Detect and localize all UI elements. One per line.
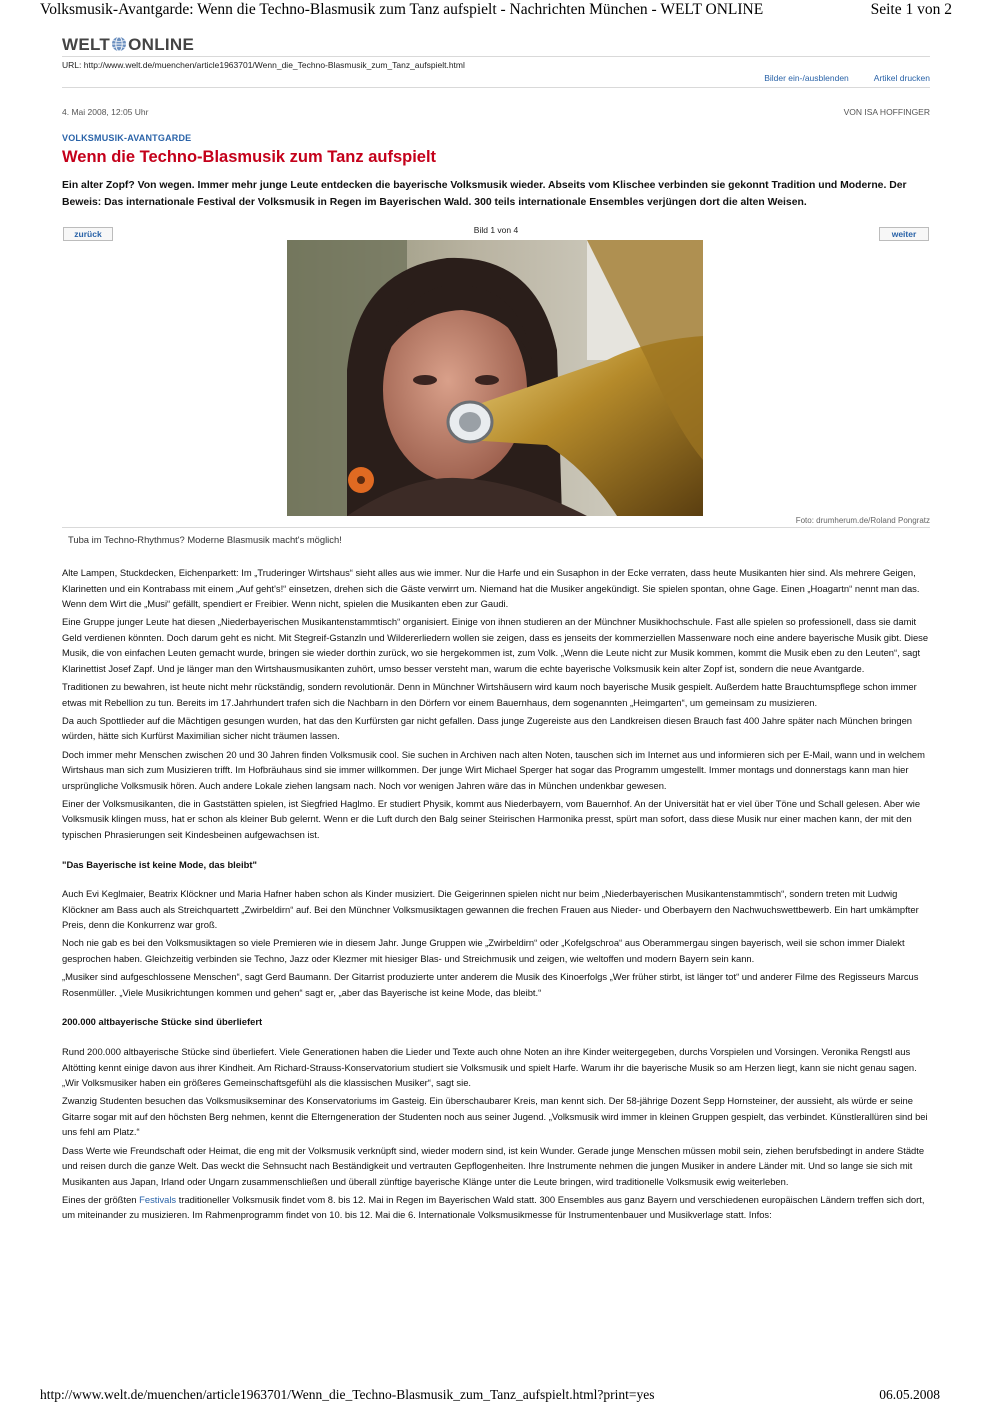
subheading: "Das Bayerische ist keine Mode, das bleibt" [62,858,257,870]
author-byline: VON ISA HOFFINGER [843,107,930,117]
subheading: 200.000 altbayerische Stücke sind überliefert [62,1016,263,1028]
print-footer-url: http://www.welt.de/muenchen/article1963701/Wenn_die_Techno-Blasmusik_zum_Tanz_aufspielt.html?print=yes [40,1387,655,1402]
paragraph: Einer der Volksmusikanten, die in Gaststätten spielen, ist Siegfried Haglmo. Er studiert Physik, kommt aus Niederbayern, vom Bauernhof. An der Universität hat er viel über Töne und Schall gelesen. Aber wie Volksmusik klingen muss, hat er schon als kleiner Bub gelernt. Wenn er die Luft durch den Balg seiner Steirischen Harmonika presst, spürt man sofort, dass diese Musik nur einer machen kann, der mit den typischen Phrasierungen seit Kindesbeinen aufgewachsen ist. [62,797,921,840]
article-meta [62,107,930,118]
url-label: URL: [62,60,82,70]
site-logo[interactable] [62,36,194,56]
paragraph: Zwanzig Studenten besuchen das Volksmusikseminar des Konservatoriums im Gasteig. Ein überschaubarer Kreis, man kennt sich. Der 58-jährige Dozent Sepp Hornsteiner, der aussieht, als würde er seine Gitarre sogar mit auf den höchsten Berg nehmen, kennt die Elterngeneration der Studenten noch aus seiner Jugend. „Volksmusik wird immer in kleinen Gruppen gespielt, das verbindet. Künstlerallüren sind bei uns fehl am Platz.“ [62,1095,928,1138]
article-teaser: Ein alter Zopf? Von wegen. Immer mehr junge Leute entdecken die bayerische Volksmusik wieder. Abseits vom Klischee verbinden sie gekonnt Tradition und Moderne. Der Beweis: Das internationale Festival der Volksmusik in Regen im Bayerischen Wald. 300 teils internationale Ensembles verjüngen dort die alten Weisen. [62,180,907,208]
article-tools [62,72,930,88]
article-page [62,36,930,1225]
paragraph-text: Eines der größten [62,1193,140,1205]
paragraph: Rund 200.000 altbayerische Stücke sind überliefert. Viele Generationen haben die Lieder und Texte auch ohne Noten an ihre Kinder weitergegeben, durchs Vorspielen und Vorsingen. Veronika Rengstl aus Altötting kennt einige davon aus ihrer Kindheit. Am Richard-Strauss-Konservatorium studiert sie Volksmusik und spielt Harfe. Warum ihr die bayerische Musik so am Herzen liegt, kann sie nicht genau sagen. „Wir Volksmusiker haben ein größeres Gemeinschaftsgefühl als die klassischen Musiker“, sagt sie. [62,1045,917,1089]
paragraph-festival [62,1192,930,1223]
globe-icon [111,36,127,56]
print-header-page-number: Seite 1 von 2 [870,1,952,18]
paragraph: „Musiker sind aufgeschlossene Menschen“, sagt Gerd Baumann. Der Gitarrist produzierte unter anderem die Musik des Kinoerfolgs „Wer früher stirbt, ist länger tot“ und anderer Filme des Regisseurs Marcus Rosenmüller. „Viele Musikrichtungen kommen und gehen“ sagt er, „aber das Bayerische ist keine Mode, das bleibt.“ [62,971,919,998]
gallery-counter: Bild 1 von 4 [473,225,519,235]
print-header-title: Volksmusik-Avantgarde: Wenn die Techno-Blasmusik zum Tanz aufspielt - Nachrichten München - WELT ONLINE [40,1,764,18]
toggle-images-link[interactable]: Bilder ein-/ausblenden [764,73,849,83]
paragraph: Doch immer mehr Menschen zwischen 20 und 30 Jahren finden Volksmusik cool. Sie suchen in Archiven nach alten Noten, tauschen sich im Internet aus und informieren sich per E-Mail, wann und in welchem Wirtshaus man sich zum Musizieren trifft. Im Hofbräuhaus sind sie immer willkommen. Der junge Wirt Michael Sperger hat sogar das Programm umgestellt. Immer montags und donnerstags kann man hier ursprüngliche Volksmusik hören. Auch andere Lokale ziehen langsam nach. Noch vor wenigen Jahren wäre das in München undenkbar gewesen. [62,748,925,791]
photo-tuba-player [287,240,703,516]
print-header [0,1,992,21]
url-value: http://www.welt.de/muenchen/article1963701/Wenn_die_Techno-Blasmusik_zum_Tanz_aufspielt.html [83,60,465,70]
gallery-photo [287,240,703,516]
logo-text-online: ONLINE [128,35,195,54]
paragraph: Eine Gruppe junger Leute hat diesen „Niederbayerischen Musikantenstammtisch“ organisiert. Einige von ihnen studieren an der Münchner Musikhochschule. Fast alle spielen so professionell, dass sie damit Geld verdienen könnten. Doch darum geht es nicht. Mit Stegreif-Gstanzln und Wildererliedern wollen sie zeigen, dass es jenseits der kommerziellen Massenware noch eine andere bayerische Musik gibt. Diese Musik, die von einfachen Leuten gemacht wurde, bringen sie wieder dorthin zurück, wo sie hergekommen ist, zum Volk. „Wenn die Leute nicht zur Musik kommen, kommt die Musik eben zu den Leuten“, sagt Klarinettist Josef Zapf. Und je länger man den Wirtshausmusikanten zuhört, umso besser versteht man, warum die echte bayerische Volksmusik kein alter Zopf ist, sondern die neue Avantgarde. [62,616,929,675]
logo-text-welt: WELT [62,35,111,54]
image-gallery [62,217,930,512]
article-kicker: VOLKSMUSIK-AVANTGARDE [62,133,192,143]
paragraph-text: traditioneller Volksmusik findet vom 8. bis 12. Mai in Regen im Bayerischen Wald statt. 300 Ensembles aus ganz Bayern und verschiedenen europäischen Ländern treffen sich dort, um miteinander zu musizieren. Im Rahmenprogramm findet von 10. bis 12. Mai die 6. Internationale Volksmusikmesse für Instrumentenbauer und Musikverlage statt. Infos: [62,1193,925,1221]
article-headline: Wenn die Techno-Blasmusik zum Tanz aufspielt [62,148,437,166]
photo-caption: Tuba im Techno-Rhythmus? Moderne Blasmusik macht's möglich! [68,534,342,545]
publish-date: 4. Mai 2008, 12:05 Uhr [62,107,149,117]
print-footer-date: 06.05.2008 [879,1387,940,1402]
paragraph: Traditionen zu bewahren, ist heute nicht mehr rückständig, sondern revolutionär. Denn in Münchner Wirtshäusern wird kaum noch bayerische Musik gespielt. Außerdem hatte Brauchtumspflege schon immer etwas mit Rebellion zu tun. Bereits im 17.Jahrhundert trafen sich die Nachbarn in den Dörfern vor einem Bauernhaus, dem sogenannten „Heimgarten“, um gemeinsam zu musizieren. [62,681,917,708]
paragraph: Da auch Spottlieder auf die Mächtigen gesungen wurden, hat das den Kurfürsten gar nicht gefallen. Dass junge Zugereiste aus den Landkreisen diesen Brauch fast 400 Jahre später nach München bringen würden, hätte sich Kurfürst Maximilian sicher nicht träumen lassen. [62,714,913,742]
article-body [62,565,930,1223]
photo-credit: Foto: drumherum.de/Roland Pongratz [62,516,930,528]
masthead [62,36,930,57]
paragraph: Dass Werte wie Freundschaft oder Heimat, die eng mit der Volksmusik verknüpft sind, wieder modern sind, ist kein Wunder. Gerade junge Menschen müssen mobil sein, ziehen berufsbedingt in andere Städte und reisen durch die ganze Welt. Das weckt die Sehnsucht nach Beständigkeit und vertrauten Gepflogenheiten. Ihre Instrumente nehmen die jungen Musiker in andere Länder mit. Und so lange sie sich mit Musikanten aus Japan, Irland oder Ungarn zusammenschließen und überall zünftige bayerische Klänge unter die Leute bringen, wird traditionelle Volksmusik ewig weiterleben. [62,1144,925,1187]
print-footer [0,1387,992,1403]
festivals-link[interactable]: Festivals [139,1193,177,1205]
paragraph: Noch nie gab es bei den Volksmusiktagen so viele Premieren wie in diesem Jahr. Junge Gruppen wie „Zwirbeldirn“ oder „Kofelgschroa“ aus Oberammergau singen bayerisch, weil sie schon immer Dialekt gesprochen haben. Gleichzeitig verbinden sie Techno, Jazz oder Klezmer mit hiesiger Blas- und Streichmusik und zeigen, wie weltoffen und modern Bayern sein kann. [62,937,905,965]
gallery-prev-button[interactable]: zurück [63,227,113,241]
paragraph: Alte Lampen, Stuckdecken, Eichenparkett: Im „Truderinger Wirtshaus“ sieht alles aus wie immer. Nur die Harfe und ein Susaphon in der Ecke verraten, dass heute Musikanten hier sind. Als mehrere Geigen, Klarinetten und ein Kontrabass mit einem „Auf geht's!“ einsetzen, drehen sich die Gäste verwirrt um. Niemand hat die Musiker angekündigt. Sie spielen spontan, ohne Gage. Einen „Hoagartn“ nennt man das. Wenn dem Wirt die „Musi“ gefällt, spendiert er Freibier. Wenn nicht, spielen die Musikanten eben zur Gaudi. [62,567,920,610]
print-article-link[interactable]: Artikel drucken [873,73,930,83]
paragraph: Auch Evi Keglmaier, Beatrix Klöckner und Maria Hafner haben schon als Kinder musiziert. Die Geigerinnen spielen nicht nur beim „Niederbayerischen Musikantenstammtisch“, sondern treten mit Ludwig Klöckner am Bass auch als Streichquartett „Zwirbeldirn“ auf. Bei den Münchner Volksmusiktagen gewannen die frechen Frauen aus Nieder- und Oberbayern den Nachwuchswettbewerb. Ein hart umkämpfter Preis, denn die Konkurrenz war groß. [62,888,919,931]
gallery-next-button[interactable]: weiter [879,227,929,241]
article-url [62,59,930,72]
